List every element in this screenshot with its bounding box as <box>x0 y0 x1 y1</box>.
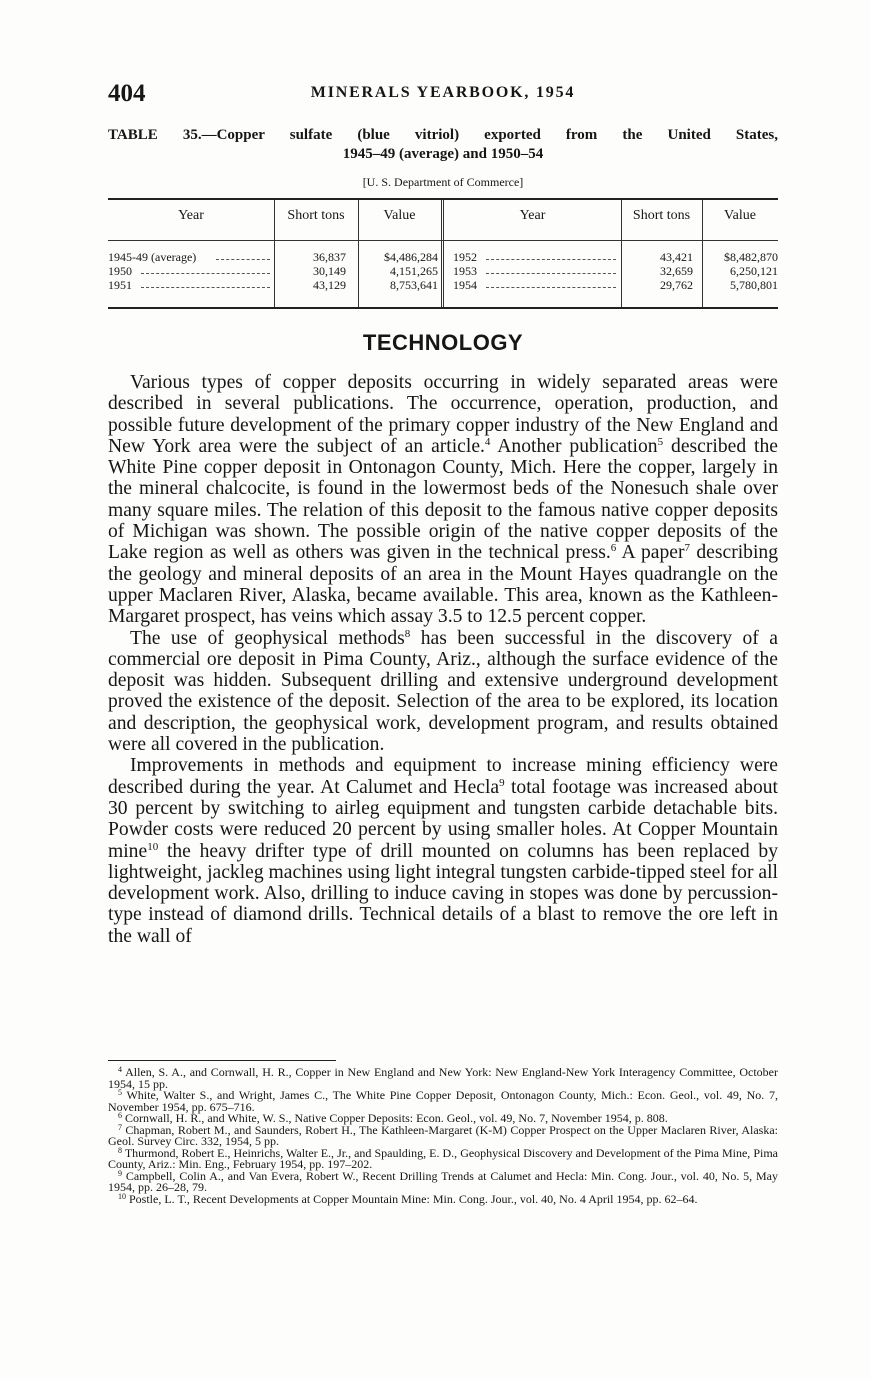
text-run: Various types of copper deposits occurring in widely separated areas were described in several publications. The occurrence, operation, production, and possible future development of the primary copper industry of the New England and New York area were the subject of an article. <box>108 372 778 457</box>
footnote-text: Postle, L. T., Recent Developments at Copper Mountain Mine: Min. Cong. Jour., vol. 40, No. 4 April 1954, pp. 62–64. <box>129 1191 698 1206</box>
footnote-number: 9 <box>118 1168 122 1178</box>
footnote-text: Thurmond, Robert E., Heinrichs, Walter E., Jr., and Spaulding, E. D., Geophysical Discovery and Development of the Pima Mine, Pima County, Ariz.: Min. Eng., February 1954, pp. 197–202. <box>108 1145 778 1171</box>
dot-leader <box>141 278 270 288</box>
text-run: describing the geology and mineral deposits of an area in the Mount Hayes quadrangle on the upper Maclaren River, Alaska, became available. This area, known as the Kathleen-Margaret prospect, has veins which assay 3.5 to 12.5 percent copper. <box>108 542 778 628</box>
footnote-ref: 5 <box>657 435 664 448</box>
table-row <box>108 250 778 264</box>
footnote-text: Cornwall, H. R., and White, W. S., Native Copper Deposits: Econ. Geol., vol. 49, No. 7, November 1954, p. 808. <box>125 1111 668 1125</box>
cell-year: 1950 <box>108 264 132 278</box>
section-heading: TECHNOLOGY <box>362 330 524 355</box>
cell-year: 1952 <box>453 250 477 264</box>
footnote-ref: 7 <box>684 542 690 555</box>
footnote <box>108 1145 778 1171</box>
footnote-rule <box>108 1060 336 1061</box>
cell-year: 1953 <box>453 264 477 278</box>
paragraph <box>108 628 778 756</box>
table-caption-line-2: 1945–49 (average) and 1950–54 <box>342 146 544 162</box>
text-run: The use of geophysical methods <box>130 627 405 649</box>
footnote-ref: 9 <box>499 776 505 789</box>
cell-year: 1951 <box>108 278 132 292</box>
footnote-text: Campbell, Colin A., and Van Evera, Robert W., Recent Drilling Trends at Calumet and Hecla: Min. Cong. Jour., vol. 40, No. 5, May 1954, pp. 26–28, 79. <box>108 1168 779 1194</box>
footnote-number: 4 <box>118 1065 122 1074</box>
text-run: A paper <box>616 542 685 564</box>
page-number: 404 <box>108 80 146 107</box>
dot-leader <box>486 278 616 288</box>
column-header: Year <box>178 208 204 223</box>
footnote <box>108 1168 779 1194</box>
footnote-text: Allen, S. A., and Cornwall, H. R., Copper in New England and New York: New England-New York Interagency Committee, October 1954, 15 pp. <box>108 1065 778 1091</box>
cell-value: 6,250,121 <box>730 264 778 278</box>
text-run: the heavy drifter type of drill mounted on columns has been replaced by lightweight, jackleg machines using light integral tungsten carbide-tipped steel for all development work. Also, drilling to induce caving in stopes was done by percussion-type instead of diamond drills. Technical details of a blast to remove the ore left in the wall of <box>108 840 778 947</box>
header-rule <box>108 240 778 241</box>
table-row <box>108 264 778 278</box>
cell-short-tons: 32,659 <box>660 264 693 278</box>
cell-short-tons: 36,837 <box>313 250 346 264</box>
text-run: has been successful in the discovery of a commercial ore deposit in Pima County, Ariz., although the surface evidence of the deposit was hidden. Subsequent drilling and extensive underground development proved the existence of the deposit. Selection of the area to be explored, its location and description, the geophysical work, development program, and results obtained were all covered in the publication. <box>108 627 778 756</box>
footnote-text: Chapman, Robert M., and Saunders, Robert H., The Kathleen-Margaret (K-M) Copper Prospect on the Upper Maclaren River, Alaska: Geol. Survey Circ. 332, 1954, 5 pp. <box>108 1122 779 1148</box>
footnote-number: 10 <box>118 1191 126 1201</box>
footnote-number: 7 <box>118 1122 122 1132</box>
body-text <box>108 372 778 947</box>
text-run: Another publication <box>490 435 658 457</box>
footnote <box>108 1090 778 1113</box>
text-run: total footage was increased about 30 percent by switching to airleg equipment and tungsten carbide detachable bits. Powder costs were reduced 20 percent by using smaller holes. At Copper Mountain mine <box>108 776 778 862</box>
footnote-text: White, Walter S., and Wright, James C., The White Pine Copper Deposit, Ontonagon County, Mich.: Econ. Geol., vol. 49, No. 7, November 1954, pp. 675–716. <box>108 1088 778 1114</box>
cell-short-tons: 43,129 <box>313 278 346 292</box>
footnote-ref: 6 <box>610 542 617 555</box>
dot-leader <box>486 264 616 274</box>
data-table <box>108 198 778 309</box>
paragraph <box>108 755 778 947</box>
table-row <box>108 278 778 292</box>
running-title: MINERALS YEARBOOK, 1954 <box>310 84 576 101</box>
cell-short-tons: 29,762 <box>660 278 693 292</box>
table-source: [U. S. Department of Commerce] <box>362 175 524 189</box>
text-run: Improvements in methods and equipment to increase mining efficiency were described during the year. At Calumet and Hecla <box>108 755 778 798</box>
footnote <box>108 1122 779 1148</box>
footnotes <box>108 1067 778 1205</box>
footnote-ref: 10 <box>147 840 159 853</box>
cell-value: $4,486,284 <box>384 250 438 264</box>
cell-short-tons: 30,149 <box>313 264 346 278</box>
table-caption-line-1: TABLE 35.—Copper sulfate (blue vitriol) exported from the United States, <box>108 127 778 143</box>
cell-value: $8,482,870 <box>724 250 778 264</box>
paragraph <box>108 372 778 628</box>
column-header: Value <box>724 208 756 223</box>
cell-year: 1945-49 (average) <box>108 250 197 264</box>
footnote <box>108 1067 778 1090</box>
dot-leader <box>486 250 616 260</box>
page-header <box>108 80 778 110</box>
cell-value: 5,780,801 <box>730 278 778 292</box>
cell-short-tons: 43,421 <box>660 250 693 264</box>
cell-value: 8,753,641 <box>390 278 438 292</box>
footnote-number: 5 <box>118 1088 122 1097</box>
dot-leader <box>216 250 270 260</box>
cell-value: 4,151,265 <box>390 264 438 278</box>
column-header: Value <box>383 208 416 223</box>
footnote-number: 8 <box>118 1145 122 1155</box>
column-header: Short tons <box>287 208 345 223</box>
footnote-ref: 8 <box>404 627 411 640</box>
column-header: Short tons <box>632 208 691 223</box>
table-caption <box>108 126 778 164</box>
column-header: Year <box>519 208 546 223</box>
footnote-number: 6 <box>118 1111 122 1120</box>
footnote-ref: 4 <box>484 435 491 448</box>
footnote <box>108 1191 778 1206</box>
text-run: described the White Pine copper deposit in Ontonagon County, Mich. Here the copper, largely in the mineral chalcocite, is found in the lowermost beds of the Nonesuch shale over many square miles. The relation of this deposit to the famous native copper deposits of Michigan was shown. The possible origin of the native copper deposits of the Lake region as well as others was given in the technical press. <box>108 435 778 564</box>
dot-leader <box>141 264 270 274</box>
cell-year: 1954 <box>453 278 477 292</box>
